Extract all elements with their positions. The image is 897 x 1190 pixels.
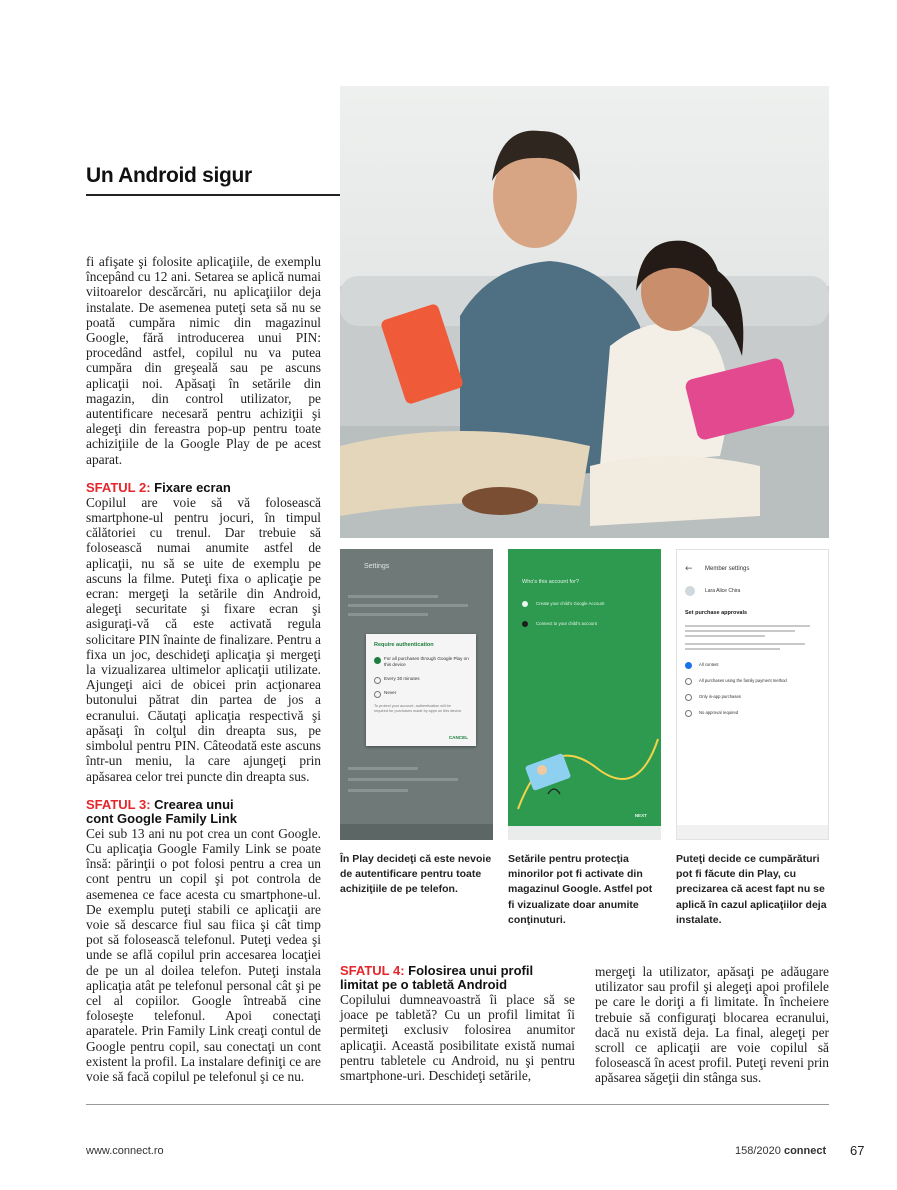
tip2-heading — [86, 481, 321, 495]
s1-nav-bar — [340, 824, 493, 840]
s1-option-3-label: Never — [384, 690, 397, 695]
s1-placeholder-lines — [348, 589, 478, 622]
tip3-body: Cei sub 13 ani nu pot crea un cont Google. Cu aplicaţia Google Family Link se poate însă: părinţii o pot folosi pentru a crea un cont pentru un copil şi pot controla de asemenea ce face acesta cu smartphone-ul. De exemplu puteţi stabili ce aplicaţii are voie să descarce fiul sau fiica şi cât timp pot să folosească telefonul. Puteţi vedea şi unde se află copilul prin accesarea locaţiei de pe un al doilea telefon. Puteţi instala aplicaţia atât pe telefonul personal cât şi pe cel al copiilor. Google întreabă cine foloseşte telefonul. Apoi conectaţi aparatele. Prin Family Link creaţi contul de Google pentru copil, sau conectaţi un cont existent la profil. La instalare definiţi ce are voie să facă copilul pe telefonul şi ce nu. — [86, 825, 321, 1084]
tip2-tag: SFATUL 2: — [86, 479, 151, 495]
s3-header: Member settings — [705, 566, 750, 572]
tip4-body-right: mergeţi la utilizator, apăsaţi pe adăugare utilizator sau profil şi alegeţi apoi profilele pe care le doriţi a fi limitate. În încheiere trebuie să configuraţi blocarea ecranului, dacă nu există deja. La final, alegeţi per scroll ce aplicaţii are voie copilul să folosească în acest profil. Puteţi reveni prin apăsarea săgeţii din stânga sus. — [595, 964, 829, 1086]
middle-column — [340, 964, 575, 1083]
footer-issue-block — [735, 1145, 826, 1157]
caption-2: Setările pentru protecţia minorilor pot fi activate din magazinul Google. Astfel pot fi vizualizate doar anumite conţinuturi. — [508, 853, 653, 926]
footer-divider — [86, 1104, 829, 1105]
s3-option-4-label: No approval required — [699, 710, 739, 715]
screenshot-member-settings — [676, 549, 829, 840]
tip2-title: Fixare ecran — [154, 479, 231, 495]
avatar — [685, 586, 695, 596]
tip4-title-2: limitat pe o tabletă Android — [340, 977, 508, 992]
tip4-title-1: Folosirea unui profil — [408, 963, 534, 978]
radio-checked-icon — [522, 621, 528, 627]
intro-paragraph: fi afişate şi folosite aplicaţiile, de exemplu începând cu 12 ani. Setarea se aplică numai viitoarelor descărcări, nu aplicaţiilor deja instalate. De asemenea puteţi seta să nu se poată cumpăra nimic din magazinul Google, fără introducerea unui PIN: procedând astfel, copilul nu va putea cumpăra din greşeală sau pe ascuns aplicaţii noi. Apăsaţi în setările din magazin, din control utilizator, pe autentificare necesară pentru achiziţii şi alegeţi din fereastra pop-up pentru toate achiziţiile de la Google Play de pe acest aparat. — [86, 254, 321, 467]
tip3-title-2: cont Google Family Link — [86, 810, 237, 826]
caption-1: În Play decideţi că este nevoie de autentificare pentru toate achiziţiile de pe telefon. — [340, 853, 492, 896]
s2-option-1-label: Create your child's Google Account — [536, 601, 605, 606]
s3-placeholder-lines — [685, 622, 815, 653]
s3-section-title: Set purchase approvals — [685, 610, 748, 616]
father-daughter-tablet-illustration — [340, 86, 829, 538]
s1-cancel-button[interactable]: CANCEL — [448, 735, 468, 740]
radio-icon — [522, 601, 528, 607]
hero-photo — [340, 86, 829, 538]
s1-placeholder-lines-bottom — [348, 759, 478, 800]
tip4-body-middle: Copilului dumneavoastră îi place să se joace pe tabletă? Cu un profil limitat îi permiteţi exclusiv folosirea anumitor aplicaţii. Această posibilitate există numai pentru tabletele cu Android, nu şi pentru smartphone-uri. Deschideţi setările, — [340, 992, 575, 1084]
radio-icon — [685, 694, 692, 701]
tip4-heading — [340, 964, 575, 992]
footer-brand: connect — [783, 1145, 827, 1157]
s2-nav-bar — [508, 826, 661, 840]
s2-next-button[interactable]: NEXT — [634, 813, 647, 818]
s3-option-3-label: Only in-app purchases — [699, 694, 741, 699]
s1-option-2-label: Every 30 minutes — [384, 676, 420, 681]
family-link-illustration — [508, 709, 661, 829]
s2-option-2-label: Connect to your child's account — [536, 621, 597, 626]
footer-website: www.connect.ro — [86, 1145, 164, 1157]
radio-checked-icon — [374, 657, 381, 664]
page-number: 67 — [850, 1143, 865, 1158]
left-column — [86, 254, 321, 1084]
radio-icon — [685, 678, 692, 685]
tip2-body: Copilul are voie să vă folosească smartphone-ul pentru jocuri, în timpul călătoriei cu trenul. Dar trebuie să folosească numai anumite astfel de aplicaţii, nu să se uite de exemplu pe ascuns la filme. Puteţi fixa o aplicaţie pe ecran: mergeţi la setările din Android, alegeţi securitate şi fixare ecran şi asiguraţi-vă că este activată regula solicitare PIN înainte de finalizare. Pentru a fixa un joc, deschideţi aplicaţia şi mergeţi la vizualizarea ultimelor aplicaţii utilizate. Ajungeţi aici de obicei prin acţionarea butonului pătrat din partea de jos a ecranului. Căutaţi aplicaţia respectivă şi apăsaţi în colţul din dreapta sus, pe simbolul pentru PIN. Câteodată este ascuns într-un meniu, la care ajungeţi prin apăsarea celor trei puncte din dreapta sus. — [86, 494, 321, 784]
screenshot-family-link — [508, 549, 661, 840]
s1-dialog-note: To protect your account, authentication will be required for purchases made by apps on this device. — [374, 704, 463, 713]
caption-3: Puteţi decide ce cumpărături pot fi făcute din Play, cu precizarea că acest fapt nu se aplică în cazul aplicaţiilor deja instalate. — [676, 853, 827, 926]
s3-user-name: Lara Alice Chira — [705, 588, 741, 594]
s1-option-1-label: For all purchases through Google Play on this device — [384, 656, 469, 667]
s3-nav-bar — [677, 825, 828, 839]
s3-option-1-label: All content — [699, 662, 719, 667]
radio-checked-icon — [685, 662, 692, 669]
screenshot-play-settings — [340, 549, 493, 840]
article-title: Un Android sigur — [86, 164, 340, 196]
s2-header: Who's this account for? — [522, 579, 579, 585]
radio-icon — [374, 677, 381, 684]
tip3-heading — [86, 798, 321, 826]
tip4-tag: SFATUL 4: — [340, 963, 405, 978]
tip3-title-1: Crearea unui — [154, 796, 234, 812]
s1-dialog — [366, 634, 476, 746]
s3-option-2-label: All purchases using the family payment method — [699, 678, 787, 683]
radio-icon — [685, 710, 692, 717]
tip3-tag: SFATUL 3: — [86, 796, 151, 812]
s1-dialog-title: Require authentication — [374, 642, 434, 648]
footer-issue: 158/2020 — [735, 1145, 781, 1157]
s1-header: Settings — [364, 563, 390, 570]
radio-icon — [374, 691, 381, 698]
right-column — [595, 964, 829, 1086]
back-arrow-icon[interactable]: ← — [685, 564, 693, 574]
